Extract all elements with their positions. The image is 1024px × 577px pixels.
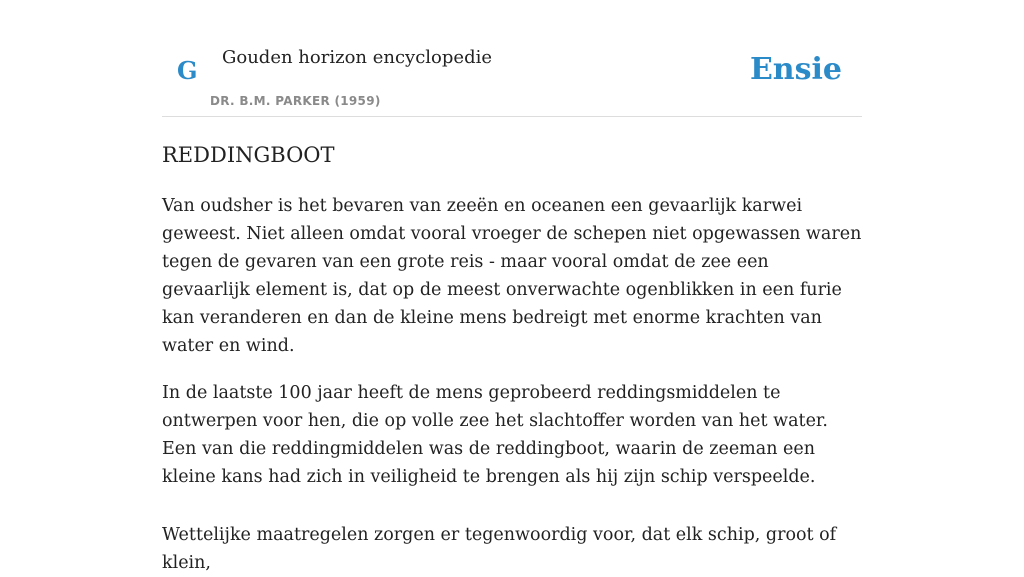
ensie-logo-link[interactable]: Ensie xyxy=(749,52,842,87)
header xyxy=(162,0,862,117)
author-label: DR. B.M. PARKER (1959) xyxy=(210,94,381,108)
article xyxy=(162,140,862,577)
article-paragraph: In de laatste 100 jaar heeft de mens geprobeerd reddingsmiddelen te ontwerpen voor hen, die op volle zee het slachtoffer worden van het water. Een van die reddingmiddelen was de reddingboot, waarin de zeeman een kleine kans had zich in veiligheid te brengen als hij zijn schip verspeelde. xyxy=(162,383,828,487)
article-title: REDDINGBOOT xyxy=(162,143,335,167)
book-title-link[interactable]: Gouden horizon encyclopedie xyxy=(222,47,492,68)
article-paragraph: Van oudsher is het bevaren van zeeën en oceanen een gevaarlijk karwei geweest. Niet alleen omdat vooral vroeger de schepen niet opgewassen waren tegen de gevaren van een grote reis - maar vooral omdat de zee een gevaarlijk element is, dat op de meest onverwachte ogenblikken in een furie kan veranderen en dan de kleine mens bedreigt met enorme krachten van water en wind. xyxy=(162,196,862,356)
article-paragraph: Wettelijke maatregelen zorgen er tegenwoordig voor, dat elk schip, groot of klein, xyxy=(162,525,837,573)
book-logo-icon: G xyxy=(177,56,198,85)
